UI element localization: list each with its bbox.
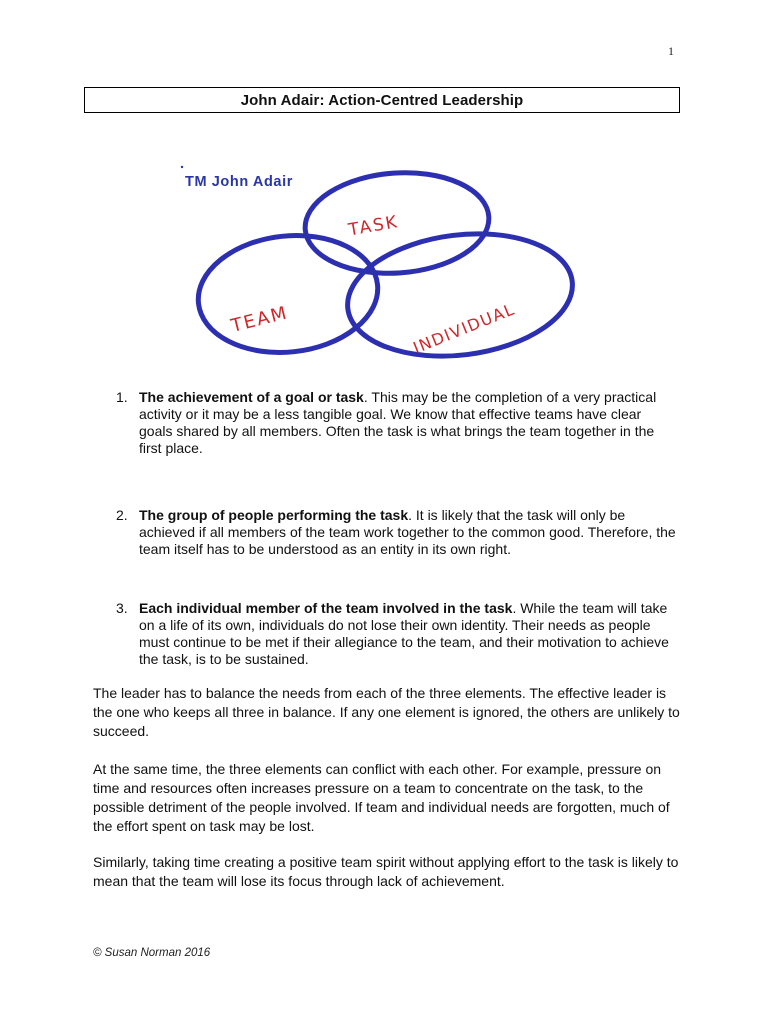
list-item-heading: Each individual member of the team involved in the task bbox=[139, 600, 513, 616]
list-number: 1. bbox=[116, 389, 128, 405]
list-item-text: . This may be the completion of a very practical activity or it may be a less tangible goal. We know that effective teams have clear goals shared by all members. Often the task is what brings the team together in the first place. bbox=[139, 389, 657, 456]
team-label: TEAM bbox=[228, 302, 291, 337]
page-title: John Adair: Action-Centred Leadership bbox=[240, 91, 524, 109]
list-item-3 bbox=[116, 600, 676, 668]
list-item-text: . While the team will take on a life of its own, individuals do not lose their own identity. Their needs as people must continue to be met if their allegiance to the team, and their motivation to achieve the task, is to be sustained. bbox=[139, 600, 669, 667]
list-item-heading: The group of people performing the task bbox=[139, 507, 409, 523]
paragraph-balance: The leader has to balance the needs from each of the three elements. The effective leader is the one who keeps all three in balance. If any one element is ignored, the others are unlikely to succeed. bbox=[93, 685, 680, 739]
list-item-2 bbox=[116, 507, 676, 558]
individual-label: INDIVIDUAL bbox=[410, 299, 518, 358]
paragraph-conflict: At the same time, the three elements can conflict with each other. For example, pressure on time and resources often increases pressure on a team to concentrate on the task, to the possible detriment of the people involved. If team and individual needs are forgotten, much of the effort spent on task may be lost. bbox=[93, 761, 670, 834]
task-label: TASK bbox=[347, 212, 401, 241]
paragraph-team-spirit: Similarly, taking time creating a positive team spirit without applying effort to the task is likely to mean that the team will lose its focus through lack of achievement. bbox=[93, 854, 679, 889]
title-box bbox=[84, 87, 680, 113]
list-item-text: . It is likely that the task will only be achieved if all members of the team work together to the common good. Therefore, the team itself has to be understood as an entity in its own right. bbox=[139, 507, 676, 557]
list-number: 2. bbox=[116, 507, 128, 523]
list-item-heading: The achievement of a goal or task bbox=[139, 389, 364, 405]
dot-mark bbox=[181, 166, 183, 168]
trademark-label: TM John Adair bbox=[185, 174, 293, 190]
copyright-footer: © Susan Norman 2016 bbox=[93, 947, 211, 959]
circle-team bbox=[192, 227, 383, 361]
page-number: 1 bbox=[668, 44, 674, 58]
list-item-1 bbox=[116, 389, 676, 457]
venn-diagram bbox=[170, 158, 590, 368]
list-number: 3. bbox=[116, 600, 128, 616]
